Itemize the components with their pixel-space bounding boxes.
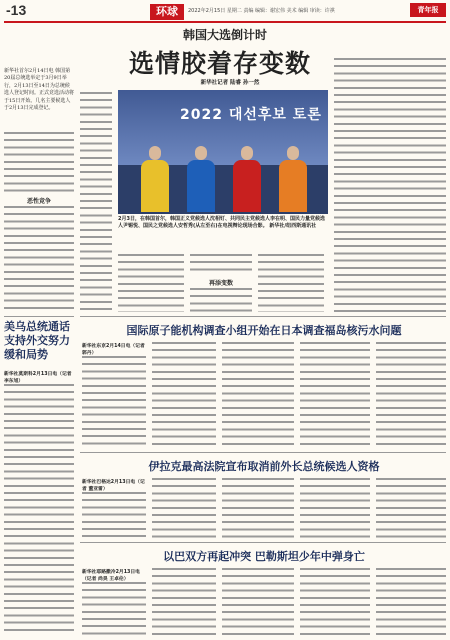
story3-byline: 新华社莫斯科2月13日电（记者 李东旭） — [4, 372, 72, 384]
story2-text-col2 — [152, 342, 216, 448]
story2-byline: 新华社东京2月14日电（记者 郭丹） — [82, 344, 145, 356]
header-rule — [4, 21, 446, 23]
photo-person-1 — [140, 146, 170, 212]
story4-text-col4 — [300, 478, 370, 538]
story1-subhead-a: 恶性竞争 — [26, 198, 51, 205]
photo-person-2 — [186, 146, 216, 212]
story1-subhead-b: 再添变数 — [208, 280, 233, 287]
story4-text-col5 — [376, 478, 446, 538]
photo-person-3 — [232, 146, 262, 212]
story5-text-col1 — [82, 582, 146, 636]
rule-story5-top — [80, 542, 446, 543]
photo-person-4 — [278, 146, 308, 212]
story5-text-col4 — [300, 568, 370, 636]
story1-photo — [118, 90, 328, 214]
story4-byline: 新华社巴格达2月13日电（记者 董亚雷） — [82, 480, 145, 492]
rule-story3-top — [4, 316, 74, 317]
story3-text — [4, 384, 74, 636]
dateline: 2022年2月15日 星期二 责编 编辑：谢宏伟 美术 编辑 审读：许祺 — [188, 8, 335, 14]
section-label: 环球 — [150, 4, 184, 20]
story1-text-col1a — [4, 132, 74, 192]
photo-banner-text: 2022 대선후보 토론 — [180, 107, 322, 123]
story2-text-col4 — [300, 342, 370, 448]
paper-logo: 青年报 — [410, 3, 446, 17]
story5-headline: 以巴双方再起冲突 巴勒斯坦少年中弹身亡 — [163, 550, 365, 563]
story4-headline: 伊拉克最高法院宣布取消前外长总统候选人资格 — [148, 460, 380, 473]
story4-text-col2 — [152, 478, 216, 538]
story1-text-col5 — [258, 254, 324, 312]
story5-text-col5 — [376, 568, 446, 636]
story1-byline: 新华社记者 陆睿 孙一然 — [200, 80, 260, 86]
story3-headline: 美乌总统通话支持外交努力缓和局势 — [4, 320, 70, 361]
story2-text-col5 — [376, 342, 446, 448]
story1-text-col4b — [190, 288, 252, 312]
rule-story2-top — [80, 316, 446, 317]
story4-text-col3 — [222, 478, 294, 538]
story2-headline: 国际原子能机构调查小组开始在日本调查福岛核污水问题 — [126, 324, 402, 337]
story5-text-col3 — [222, 568, 294, 636]
story1-text-col1b — [4, 206, 74, 314]
story5-byline: 新华社耶路撒冷2月13日电（记者 尚昊 王卓伦） — [82, 570, 140, 582]
story4-text-col1 — [82, 492, 146, 538]
story1-text-col4a — [190, 254, 252, 274]
rule-story4-top — [80, 452, 446, 453]
story1-headline: 选情胶着存变数 — [128, 49, 311, 78]
story1-lead: 新华社首尔2月14日电 韩国第20届总统选举定于3月9日举行，2月13日至14日为总统候选人登记时间。正式竞选活动将于15日开始。几名主要候选人于2月13日完成登记。 — [4, 68, 75, 112]
story1-text-col6 — [334, 58, 446, 312]
story2-text-col1 — [82, 356, 146, 448]
story5-text-col2 — [152, 568, 216, 636]
story2-text-col3 — [222, 342, 294, 448]
story1-kicker: 韩国大选倒计时 — [182, 28, 267, 42]
story1-text-col3 — [118, 254, 184, 312]
page-header — [0, 0, 450, 22]
story1-caption: 2月3日，在韩国首尔，韩国正义党候选人沈相钉、共同民主党候选人李在明、国民力量党候选人尹锡悦、国民之党候选人安哲秀(从左至右)在电视辩论现场合影。 新华社/纽西斯通讯社 — [118, 216, 325, 229]
story1-text-col2 — [80, 92, 112, 312]
page-number: -13 — [6, 2, 27, 18]
